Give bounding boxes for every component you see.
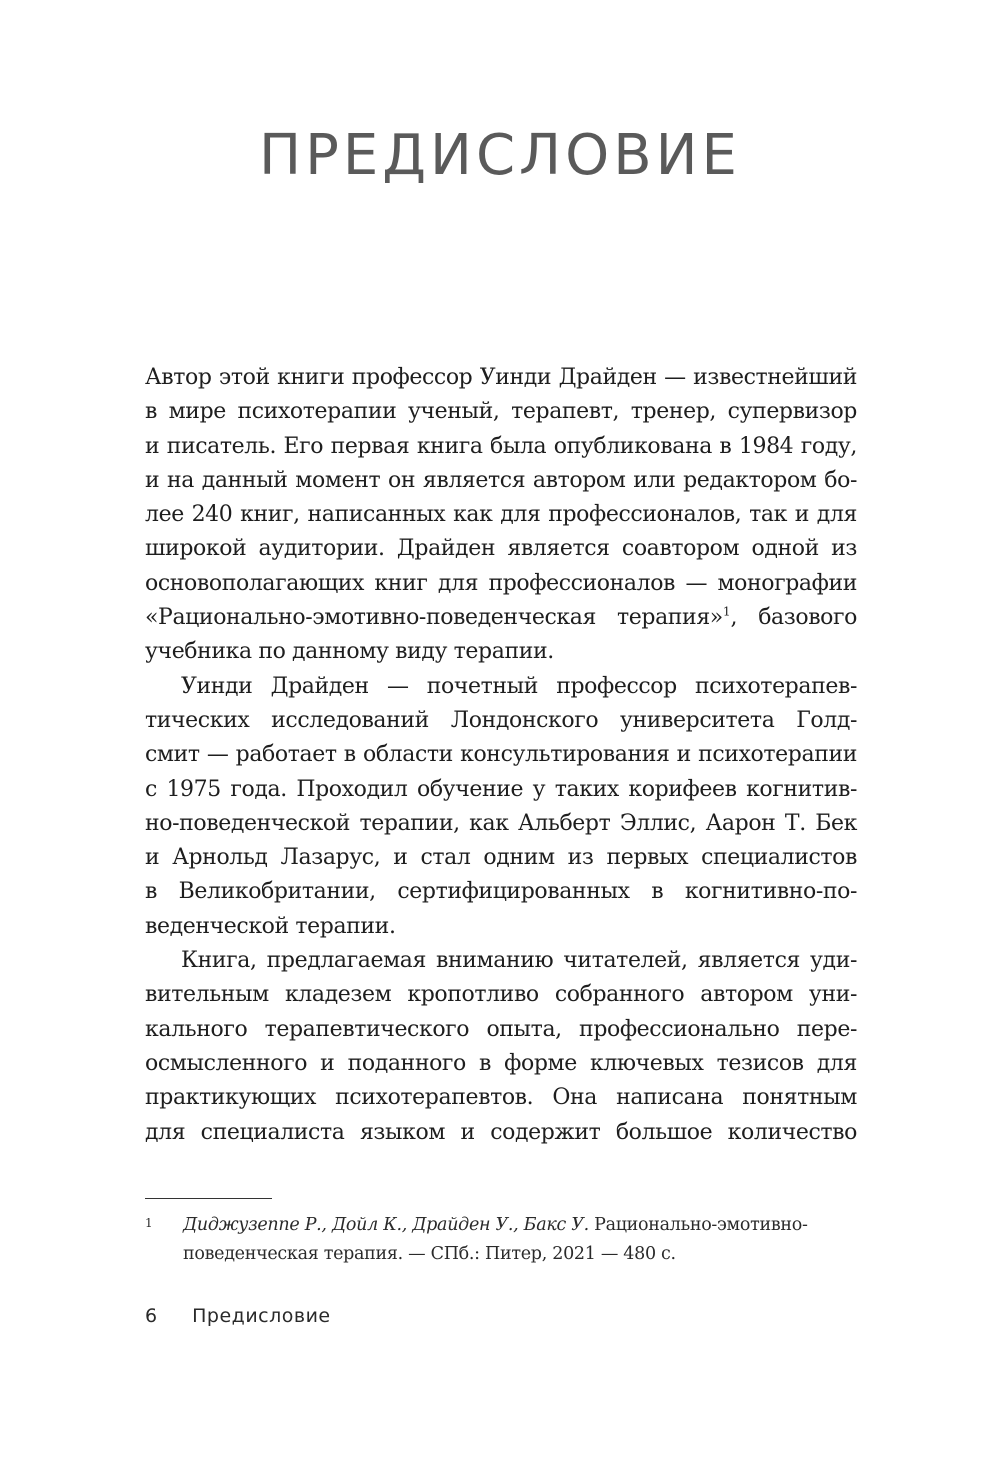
paragraph-1 — [145, 361, 857, 670]
text-line: Автор этой книги профессор Уинди Драйден — известнейший — [145, 365, 857, 390]
footnote-divider — [145, 1198, 272, 1199]
text-line: лее 240 книг, написанных как для профессионалов, так и для — [145, 502, 857, 528]
paragraph-3 — [145, 944, 857, 1150]
book-title-text: «Рационально-эмотивно-поведенческая терапия» — [145, 605, 723, 631]
page-title: ПРЕДИСЛОВИЕ — [259, 123, 741, 188]
page-number: 6 — [145, 1305, 158, 1327]
footnote-line — [183, 1211, 857, 1240]
paragraph-2 — [145, 670, 857, 944]
text-line: и на данный момент он является автором или редактором бо- — [145, 467, 857, 493]
text-line: широкой аудитории. Драйден является соавтором одной из — [145, 536, 857, 562]
footnote-number: 1 — [145, 1216, 153, 1230]
text-line: практикующих психотерапевтов. Она написана понятным — [145, 1085, 857, 1111]
text-line: тических исследований Лондонского университета Голд- — [145, 707, 857, 733]
text-line: вительным кладезем кропотливо собранного автором уни- — [145, 982, 857, 1008]
text-line: смит — работает в области консультирования и психотерапии — [145, 742, 857, 768]
text-line: но-поведенческой терапии, как Альберт Эллис, Аарон Т. Бек — [145, 810, 857, 836]
running-title: Предисловие — [192, 1305, 331, 1327]
text-line: и писатель. Его первая книга была опубликована в 1984 году, — [145, 433, 857, 459]
footnote-line: поведенческая терапия. — СПб.: Питер, 2021 — 480 с. — [183, 1244, 676, 1264]
text-line: Книга, предлагаемая вниманию читателей, является уди- — [181, 948, 857, 974]
text-fragment: , базового — [730, 605, 858, 631]
body-text — [145, 361, 857, 1150]
text-line: кального терапевтического опыта, профессионально пере- — [145, 1016, 857, 1042]
footnote-title: Рационально-эмотивно- — [588, 1215, 808, 1235]
text-line: учебника по данному виду терапии. — [145, 639, 554, 665]
text-line: осмысленного и поданного в форме ключевых тезисов для — [145, 1050, 857, 1076]
text-line: для специалиста языком и содержит большое количество — [145, 1119, 857, 1145]
footnote — [145, 1211, 857, 1269]
text-line: веденческой терапии. — [145, 913, 396, 939]
page-footer — [145, 1305, 331, 1327]
text-line: Уинди Драйден — почетный профессор психотерапев- — [181, 673, 857, 699]
text-line: основополагающих книг для профессионалов — монографии — [145, 570, 857, 596]
text-line: и Арнольд Лазарус, и стал одним из первых специалистов — [145, 845, 857, 871]
footnote-reference[interactable]: 1 — [722, 604, 731, 619]
text-line: с 1975 года. Проходил обучение у таких корифеев когнитив- — [145, 776, 857, 802]
text-line: в Великобритании, сертифицированных в когнитивно-по- — [145, 879, 857, 905]
text-line: в мире психотерапии ученый, терапевт, тренер, супервизор — [145, 399, 857, 425]
text-line — [145, 601, 857, 635]
footnote-authors: Диджузеппе Р., Дойл К., Драйден У., Бакс У. — [183, 1215, 589, 1235]
footnote-text — [183, 1211, 857, 1269]
